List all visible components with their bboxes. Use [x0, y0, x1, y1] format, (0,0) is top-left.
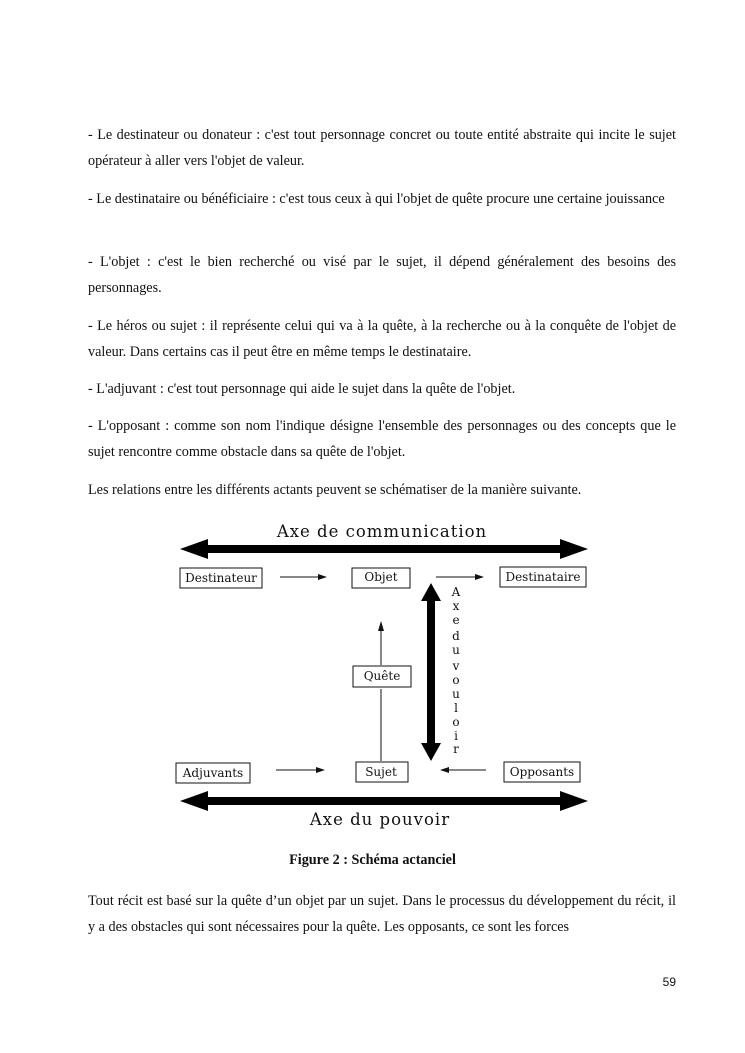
paragraph-destinataire: - Le destinataire ou bénéficiaire : c'est tous ceux à qui l'objet de quête procure une certaine jouissance [88, 191, 665, 207]
figure-caption: Figure 2 : Schéma actanciel [289, 852, 456, 868]
axis-vouloir-letter: v [452, 659, 460, 673]
box-destinateur [180, 568, 262, 588]
paragraph-adjuvant: - L'adjuvant : c'est tout personnage qui aide le sujet dans la quête de l'objet. [88, 381, 516, 397]
axis-vouloir-letter: i [454, 729, 458, 743]
axis-pouvoir-arrow [180, 791, 588, 811]
axis-vouloir-letter: o [452, 673, 460, 687]
axis-vouloir-arrow [421, 583, 441, 761]
axis-vouloir-letter: o [452, 715, 460, 729]
actantial-schema-figure [170, 517, 600, 833]
axis-vouloir-label [451, 585, 461, 756]
arrow-destinateur-objet [280, 574, 327, 580]
axis-vouloir-letter: l [454, 701, 458, 715]
arrow-objet-destinataire [436, 574, 484, 580]
box-quete-label: Quête [363, 669, 401, 683]
box-adjuvants [176, 763, 250, 783]
axis-vouloir-letter: u [452, 643, 460, 657]
box-objet-label: Objet [364, 570, 398, 584]
axis-vouloir-letter: u [452, 687, 460, 701]
axis-vouloir-letter: A [451, 585, 461, 599]
box-opposants-label: Opposants [509, 765, 575, 779]
box-quete [353, 666, 411, 687]
paragraph-objet: - L'objet : c'est le bien recherché ou visé par le sujet, il dépend généralement des besoins des personnages. [88, 254, 676, 296]
arrow-sujet-objet [378, 621, 384, 761]
paragraph-destinateur: - Le destinateur ou donateur : c'est tout personnage concret ou toute entité abstraite qui incite le sujet opérateur à aller vers l'objet de valeur. [88, 127, 676, 169]
box-destinataire [500, 567, 586, 587]
box-objet [352, 568, 410, 588]
axis-vouloir-letter: e [452, 613, 460, 627]
axis-vouloir-letter: d [452, 629, 460, 643]
paragraph-opposant: - L'opposant : comme son nom l'indique désigne l'ensemble des personnages ou des concepts que le sujet rencontre comme obstacle dans sa quête de l'objet. [88, 418, 676, 460]
paragraph-conclusion: Tout récit est basé sur la quête d’un objet par un sujet. Dans le processus du développement du récit, il y a des obstacles qui sont nécessaires pour la quête. Les opposants, ce sont les forces [88, 893, 676, 935]
paragraph-relations: Les relations entre les différents actants peuvent se schématiser de la manière suivante. [88, 482, 582, 498]
paragraph-sujet: - Le héros ou sujet : il représente celui qui va à la quête, à la recherche ou à la conquête de l'objet de valeur. Dans certains cas il peut être en même temps le destinataire. [88, 318, 676, 360]
page-number: 59 [662, 975, 676, 989]
arrow-opposants-sujet [440, 767, 486, 773]
axis-pouvoir-label: Axe du pouvoir [309, 810, 451, 829]
box-sujet [356, 762, 408, 782]
axis-vouloir-letter: x [452, 599, 460, 613]
box-destinataire-label: Destinataire [505, 570, 581, 584]
box-sujet-label: Sujet [365, 765, 397, 779]
box-adjuvants-label: Adjuvants [182, 766, 244, 780]
axis-vouloir-letter: r [453, 742, 459, 756]
axis-communication-label: Axe de communication [276, 522, 488, 541]
arrow-adjuvants-sujet [276, 767, 325, 773]
axis-communication-arrow [180, 539, 588, 559]
box-destinateur-label: Destinateur [185, 571, 257, 585]
actantial-schema-svg [170, 517, 600, 833]
box-opposants [504, 762, 580, 782]
